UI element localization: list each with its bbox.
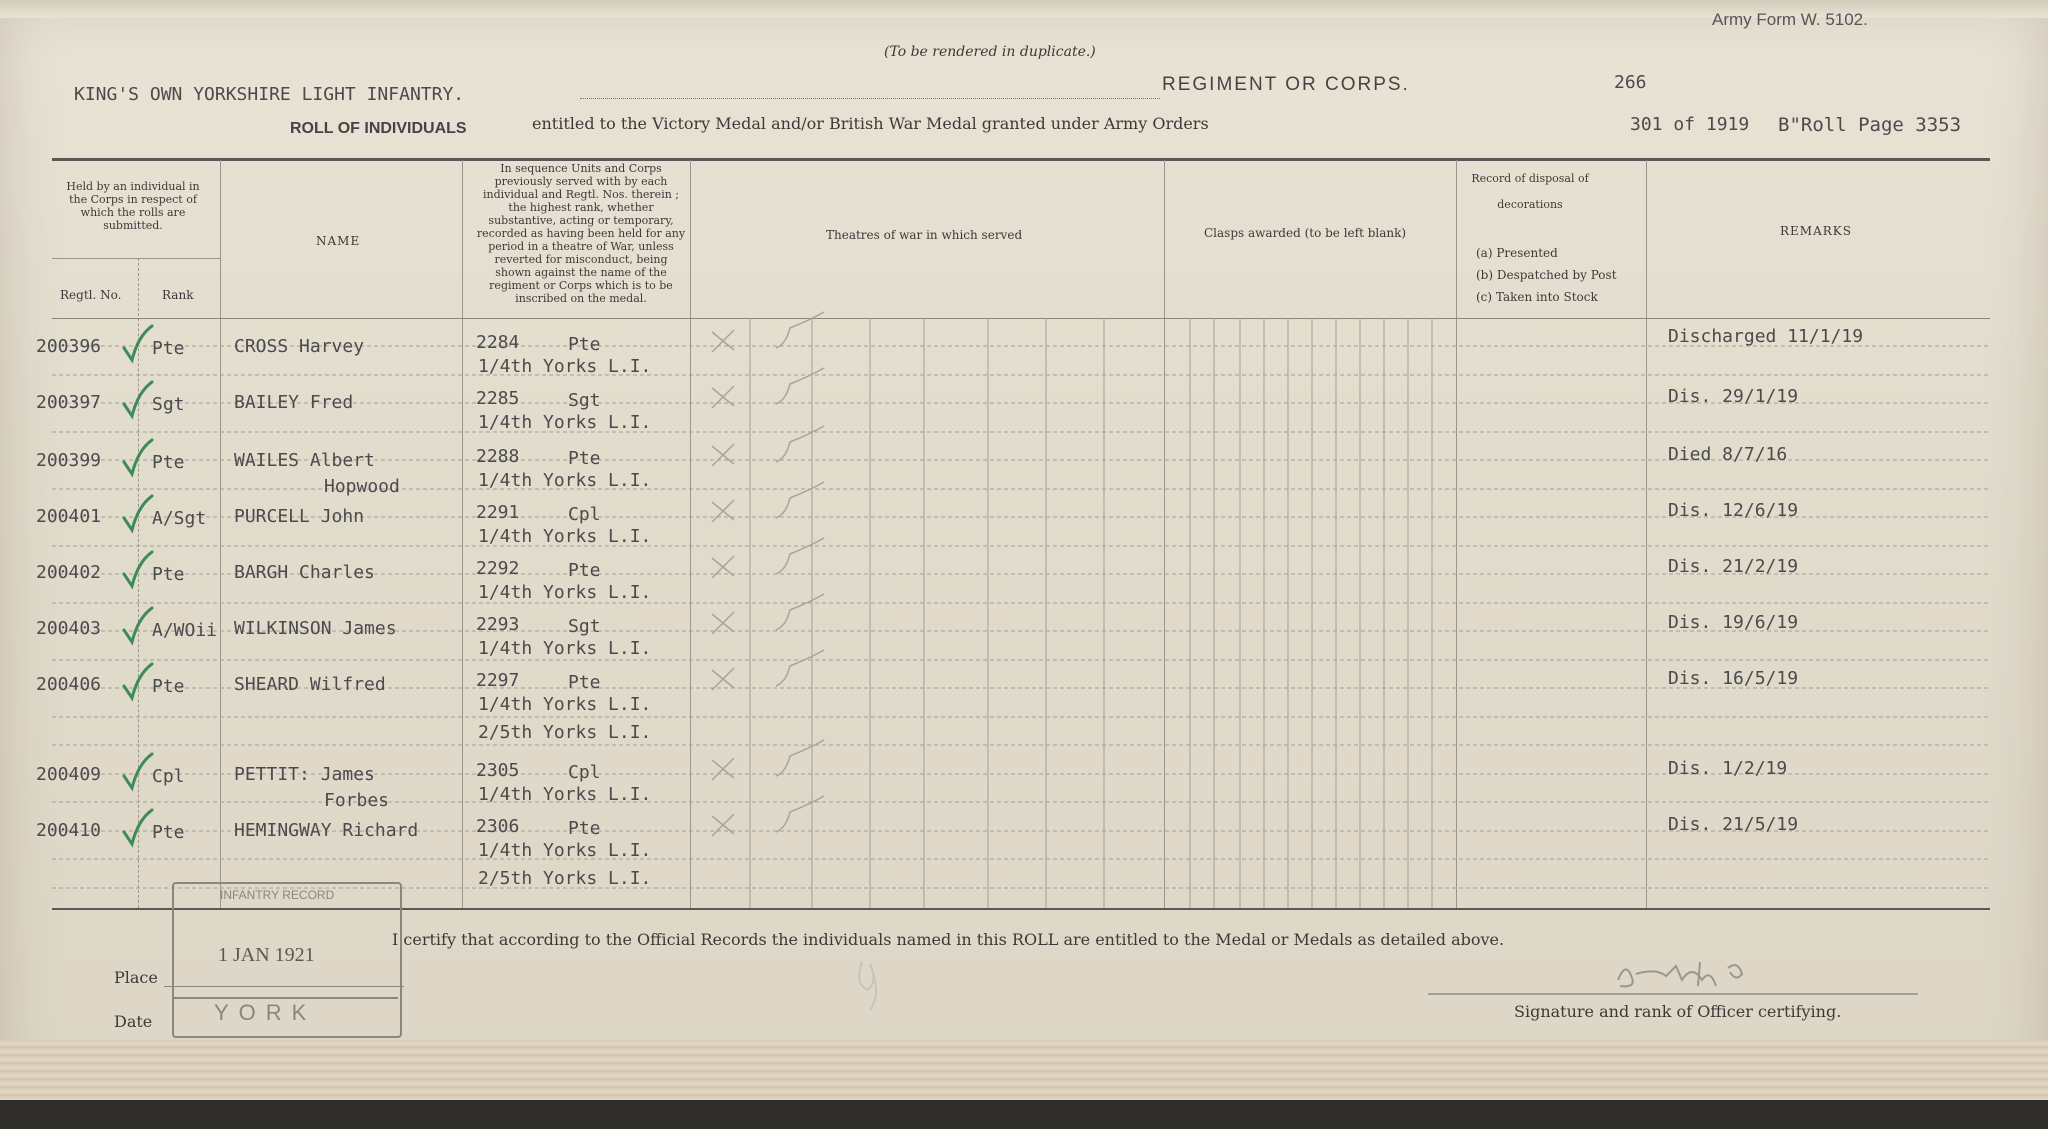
book-cover-edge xyxy=(0,1100,2048,1129)
unit-rank-cell: Pte xyxy=(568,448,601,469)
unit-served-cell: 1/4th Yorks L.I. xyxy=(478,694,652,715)
unit-number-cell: 2288 xyxy=(476,446,520,467)
regtl-number-cell: 200396 xyxy=(36,336,102,357)
remarks-cell: Dis. 16/5/19 xyxy=(1668,668,1799,689)
place-label: Place xyxy=(114,968,158,987)
remarks-cell: Dis. 19/6/19 xyxy=(1668,612,1799,633)
rank-cell: A/WOii xyxy=(152,620,218,641)
unit-number-cell: 2292 xyxy=(476,558,520,579)
order-reference: 301 of 1919 xyxy=(1630,114,1750,135)
col-divider-record xyxy=(1646,160,1647,910)
name-cell: HEMINGWAY Richard xyxy=(234,820,419,841)
reference-number: 266 xyxy=(1614,72,1647,93)
unit-served-cell: 1/4th Yorks L.I. xyxy=(478,526,652,547)
unit-served-cell: 2/5th Yorks L.I. xyxy=(478,722,652,743)
unit-rank-cell: Pte xyxy=(568,560,601,581)
unit-rank-cell: Cpl xyxy=(568,762,601,783)
record-presented: (a) Presented xyxy=(1476,246,1558,260)
date-label: Date xyxy=(114,1012,153,1031)
unit-number-cell: 2285 xyxy=(476,388,520,409)
unit-number-cell: 2284 xyxy=(476,332,520,353)
name-cell: BARGH Charles xyxy=(234,562,375,583)
theatres-header: Theatres of war in which served xyxy=(826,228,1023,242)
rank-cell: Sgt xyxy=(152,394,185,415)
unit-served-cell: 2/5th Yorks L.I. xyxy=(478,868,652,889)
regtl-number-cell: 200399 xyxy=(36,450,102,471)
regtl-number-cell: 200402 xyxy=(36,562,102,583)
col-divider-name xyxy=(462,160,463,910)
unit-number-cell: 2305 xyxy=(476,760,520,781)
held-by-header: Held by an individual in the Corps in respect of which the rolls are submitted. xyxy=(66,180,200,232)
book-binding-edge xyxy=(0,1040,2048,1100)
regiment-dotted-line xyxy=(580,98,1160,99)
name-cell: PURCELL John xyxy=(234,506,365,527)
regtl-number-cell: 200403 xyxy=(36,618,102,639)
remarks-cell: Dis. 21/2/19 xyxy=(1668,556,1799,577)
remarks-cell: Dis. 12/6/19 xyxy=(1668,500,1799,521)
unit-rank-cell: Cpl xyxy=(568,504,601,525)
name-cell: CROSS Harvey xyxy=(234,336,365,357)
remarks-cell: Discharged 11/1/19 xyxy=(1668,326,1864,347)
unit-served-cell: 1/4th Yorks L.I. xyxy=(478,582,652,603)
col-divider-clasps xyxy=(1456,160,1457,910)
name-cell: SHEARD Wilfred xyxy=(234,674,386,695)
col-divider-rank xyxy=(138,258,140,908)
name-cell: BAILEY Fred xyxy=(234,392,354,413)
rank-cell: Cpl xyxy=(152,766,185,787)
name-cell: WILKINSON James xyxy=(234,618,397,639)
regtl-number-cell: 200410 xyxy=(36,820,102,841)
col-divider-units xyxy=(690,160,691,910)
stamp-place: YORK xyxy=(214,1000,317,1025)
rank-cell: A/Sgt xyxy=(152,508,207,529)
rank-cell: Pte xyxy=(152,452,185,473)
name-cell: WAILES Albert xyxy=(234,450,375,471)
regtl-number-cell: 200406 xyxy=(36,674,102,695)
record-header: Record of disposal of decorations xyxy=(1471,172,1589,211)
regtl-number-cell: 200397 xyxy=(36,392,102,413)
unit-rank-cell: Sgt xyxy=(568,616,601,637)
unit-number-cell: 2291 xyxy=(476,502,520,523)
remarks-cell: Died 8/7/16 xyxy=(1668,444,1788,465)
sequence-header: In sequence Units and Corps previously served with by each individual and Regtl. Nos. therein ; the highest rank, whether substantive, acting or temporary, recorded as having been held for any period in a theatre of War, unless reverted for misconduct, being shown against the name of the regiment or Corps which is to be inscribed on the medal. xyxy=(476,162,686,305)
unit-rank-cell: Pte xyxy=(568,334,601,355)
col-divider-held xyxy=(220,160,221,910)
header-bottom-rule xyxy=(52,318,1990,319)
unit-served-cell: 1/4th Yorks L.I. xyxy=(478,840,652,861)
unit-number-cell: 2306 xyxy=(476,816,520,837)
unit-rank-cell: Sgt xyxy=(568,390,601,411)
rank-header: Rank xyxy=(162,288,194,302)
remarks-cell: Dis. 1/2/19 xyxy=(1668,758,1788,779)
regtl-no-header: Regtl. No. xyxy=(60,288,122,302)
rank-cell: Pte xyxy=(152,338,185,359)
unit-served-cell: 1/4th Yorks L.I. xyxy=(478,412,652,433)
name-continuation-cell: Hopwood xyxy=(324,476,400,497)
unit-served-cell: 1/4th Yorks L.I. xyxy=(478,638,652,659)
form-number: Army Form W. 5102. xyxy=(1712,10,1868,29)
regtl-number-cell: 200409 xyxy=(36,764,102,785)
rank-cell: Pte xyxy=(152,564,185,585)
rank-cell: Pte xyxy=(152,822,185,843)
stamp-heading: INFANTRY RECORD xyxy=(220,888,335,902)
name-cell: PETTIT: James xyxy=(234,764,375,785)
rank-cell: Pte xyxy=(152,676,185,697)
regtl-number-cell: 200401 xyxy=(36,506,102,527)
unit-number-cell: 2293 xyxy=(476,614,520,635)
remarks-header: REMARKS xyxy=(1780,224,1852,238)
name-continuation-cell: Forbes xyxy=(324,790,390,811)
roll-page: B"Roll Page 3353 xyxy=(1778,114,1962,136)
unit-number-cell: 2297 xyxy=(476,670,520,691)
certification-text: I certify that according to the Official Records the individuals named in this ROLL are entitled to the Medal or Medals as detailed above. xyxy=(392,930,1505,949)
clasps-header: Clasps awarded (to be left blank) xyxy=(1204,226,1407,240)
held-by-sub-rule xyxy=(52,258,220,259)
stamp-date: 1 JAN 1921 xyxy=(218,944,315,966)
unit-served-cell: 1/4th Yorks L.I. xyxy=(478,356,652,377)
unit-served-cell: 1/4th Yorks L.I. xyxy=(478,470,652,491)
name-header: NAME xyxy=(316,234,361,248)
record-stock: (c) Taken into Stock xyxy=(1476,290,1598,304)
signature-caption: Signature and rank of Officer certifying. xyxy=(1514,1002,1842,1021)
regiment-label: REGIMENT OR CORPS. xyxy=(1162,74,1410,95)
regiment-name: KING'S OWN YORKSHIRE LIGHT INFANTRY. xyxy=(74,84,465,105)
header-top-rule xyxy=(52,158,1990,161)
unit-rank-cell: Pte xyxy=(568,818,601,839)
remarks-cell: Dis. 29/1/19 xyxy=(1668,386,1799,407)
roll-title: ROLL OF INDIVIDUALS xyxy=(290,120,467,137)
duplicate-note: (To be rendered in duplicate.) xyxy=(884,44,1096,60)
record-despatched: (b) Despatched by Post xyxy=(1476,268,1617,282)
unit-served-cell: 1/4th Yorks L.I. xyxy=(478,784,652,805)
remarks-cell: Dis. 21/5/19 xyxy=(1668,814,1799,835)
unit-rank-cell: Pte xyxy=(568,672,601,693)
roll-subtitle: entitled to the Victory Medal and/or British War Medal granted under Army Orders xyxy=(532,114,1209,133)
col-divider-theatres xyxy=(1164,160,1165,910)
